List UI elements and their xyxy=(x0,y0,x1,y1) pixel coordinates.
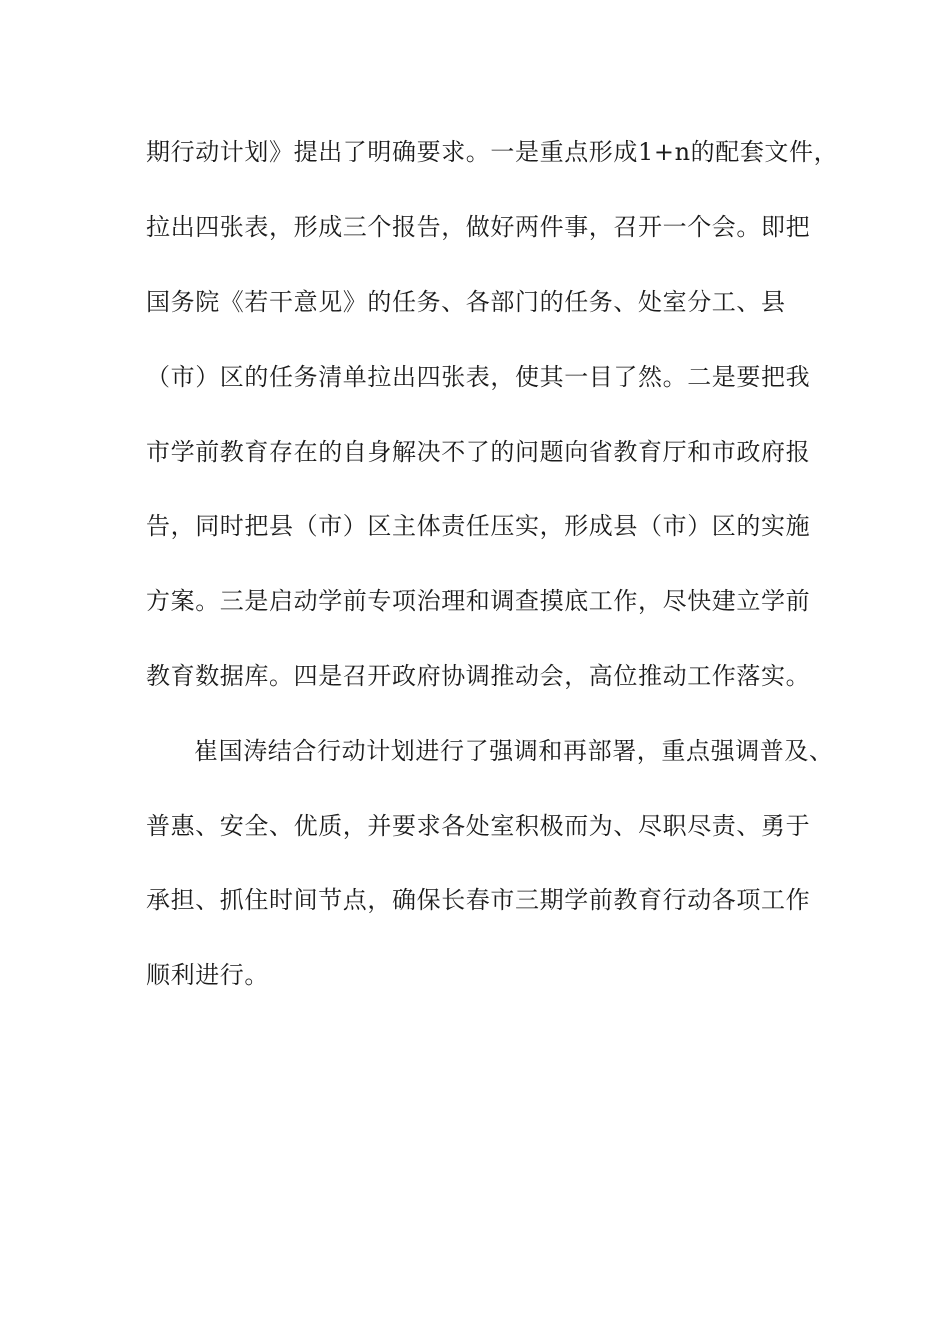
paragraph-1-line-7: 方案。三是启动学前专项治理和调查摸底工作，尽快建立学前 xyxy=(146,587,811,615)
paragraph-2-line-4: 顺利进行。 xyxy=(146,961,269,989)
paragraph-1-line-4: （市）区的任务清单拉出四张表，使其一目了然。二是要把我 xyxy=(146,363,811,391)
paragraph-1-line-5: 市学前教育存在的自身解决不了的问题向省教育厅和市政府报 xyxy=(146,438,811,466)
paragraph-2-line-3: 承担、抓住时间节点，确保长春市三期学前教育行动各项工作 xyxy=(146,886,811,914)
paragraph-1-line-2: 拉出四张表，形成三个报告，做好两件事，召开一个会。即把 xyxy=(146,213,811,241)
paragraph-1-line-6: 告，同时把县（市）区主体责任压实，形成县（市）区的实施 xyxy=(146,512,811,540)
paragraph-2-line-2: 普惠、安全、优质，并要求各处室积极而为、尽职尽责、勇于 xyxy=(146,812,811,840)
paragraph-1-line-8: 教育数据库。四是召开政府协调推动会，高位推动工作落实。 xyxy=(146,662,811,690)
paragraph-1-line-3: 国务院《若干意见》的任务、各部门的任务、处室分工、县 xyxy=(146,288,786,316)
paragraph-1-line-1: 期行动计划》提出了明确要求。一是重点形成1+n的配套文件， xyxy=(146,138,839,166)
paragraph-2-line-1: 崔国涛结合行动计划进行了强调和再部署，重点强调普及、 xyxy=(194,737,834,765)
